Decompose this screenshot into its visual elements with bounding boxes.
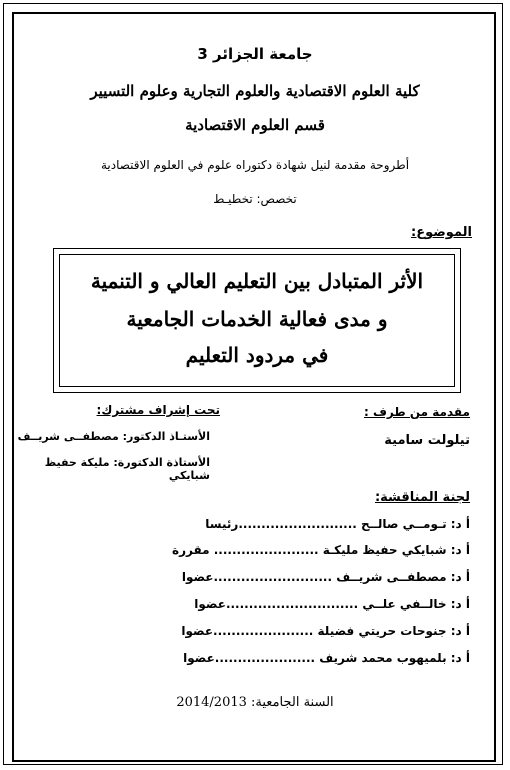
title-box (53, 248, 461, 393)
supervision-label: تحت إشراف مشترك: (96, 403, 220, 417)
supervisor-1: الأستـاذ الدكتور: مصطفــى شريــف (17, 430, 210, 443)
subject-label: الموضوع: (411, 225, 472, 240)
academic-year: السنة الجامعية: 2014/2013 (176, 695, 334, 710)
committee-member-2: أ د: شبايكي حفيظ مليكـة ....................... مقررة (172, 543, 470, 557)
title-box-inner (59, 254, 455, 387)
department-name: قسم العلوم الاقتصادية (185, 116, 325, 134)
title-line-2: و مدى فعالية الخدمات الجامعية (126, 307, 388, 331)
committee-member-1: أ د: تـومــي صالــح ..........................رئيسا (205, 517, 470, 531)
committee-member-4: أ د: خالــفي علــي .............................عضوا (194, 597, 470, 611)
specialization: تخصص: تخطيـط (213, 192, 297, 206)
author-name: تيلولت سامية (384, 433, 470, 448)
supervisor-2: الأستاذة الدكتورة: مليكة حفيظ شبايكي (44, 456, 210, 482)
committee-member-5: أ د: جنوحات حريتي فضيلة ......................عضوا (181, 624, 470, 638)
committee-member-3: أ د: مصطفــى شريــف ..........................عضوا (181, 570, 470, 584)
committee-label: لجنة المناقشة: (374, 490, 470, 505)
committee-member-6: أ د: بلميهوب محمد شريف ......................عضوا (183, 651, 470, 665)
university-name: جامعة الجزائر 3 (197, 45, 313, 63)
title-line-1: الأثر المتبادل بين التعليم العالي و التنمية (90, 269, 424, 293)
title-line-3: في مردود التعليم (185, 343, 329, 367)
thesis-description: أطروحة مقدمة لنيل شهادة دكتوراه علوم في العلوم الاقتصادية (100, 158, 410, 172)
presented-by-label: مقدمة من طرف : (364, 405, 470, 419)
faculty-name: كلية العلوم الاقتصادية والعلوم التجارية وعلوم التسيير (90, 82, 420, 100)
